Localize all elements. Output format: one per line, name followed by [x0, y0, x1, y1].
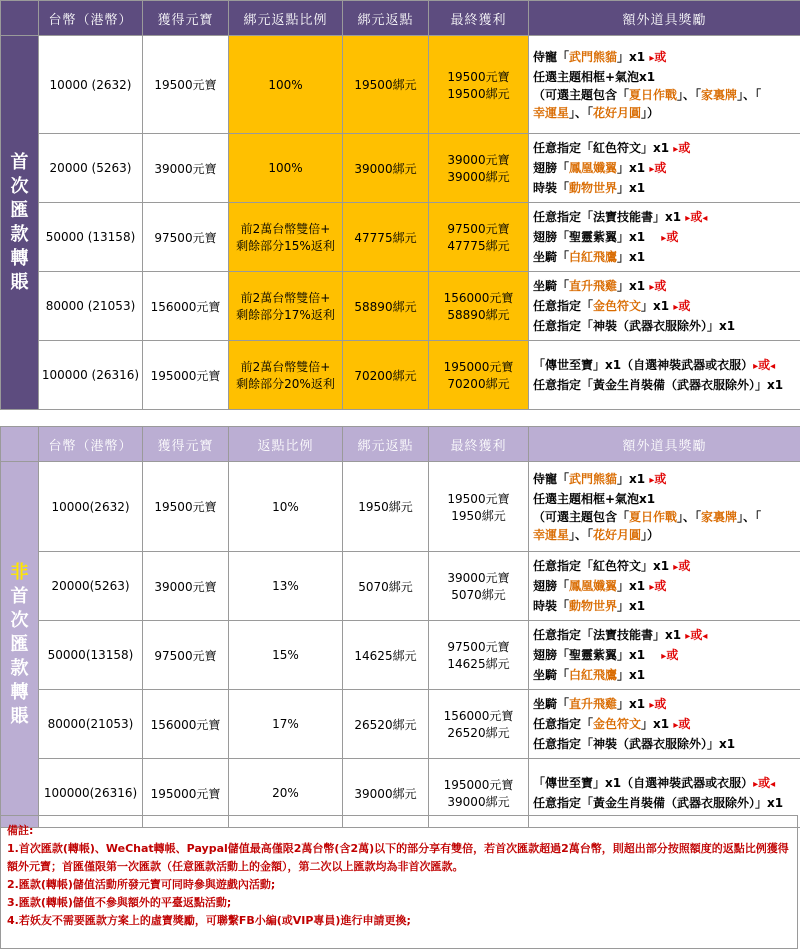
reward-text: 」x1: [617, 279, 650, 293]
side-char: 匯: [10, 199, 29, 221]
reward-item-name: 金色符文: [593, 299, 642, 313]
or-label: 或: [654, 579, 667, 593]
arrow-icon: ◂: [770, 361, 776, 372]
reward-text: 任意指定「黃金生肖裝備（武器衣服除外）」x1: [533, 378, 784, 392]
cell-ratio: [229, 203, 343, 272]
reward-line: [533, 104, 800, 122]
final-line: 14625綁元: [447, 657, 510, 671]
reward-line: [533, 508, 800, 526]
reward-text: 「傳世至寶」x1（自選神裝武器或衣服）: [533, 358, 754, 372]
cell-final: [429, 690, 529, 759]
cell-bind: 47775綁元: [343, 203, 429, 272]
reward-text: 任意指定「神裝（武器衣服除外）」x1: [533, 737, 736, 751]
reward-text: 任意指定「法寶技能書」x1: [533, 210, 686, 224]
arrow-icon: ▸: [685, 213, 691, 224]
header-ratio: 綁元返點比例: [229, 1, 343, 36]
final-line: 47775綁元: [447, 239, 510, 253]
arrow-icon: ▸: [649, 52, 655, 64]
arrow-icon: ▸: [685, 631, 691, 642]
reward-item-name: 動物世界: [569, 599, 618, 613]
reward-text: 」、「: [677, 87, 702, 102]
cell-yuanbao: 19500元寶: [143, 462, 229, 552]
or-label: 或: [678, 717, 691, 731]
table-row: [1, 134, 800, 203]
section-gap: [0, 410, 800, 426]
ratio-line: 17%: [272, 717, 299, 731]
reward-text: 」x1: [617, 49, 650, 64]
final-line: 39000綁元: [447, 795, 510, 809]
reward-item-name: 金色符文: [593, 717, 642, 731]
cell-final: [429, 272, 529, 341]
table-row: [1, 203, 800, 272]
reward-text: 」x1: [641, 717, 674, 731]
ratio-line: 10%: [272, 499, 299, 514]
side-char: 非: [10, 561, 29, 583]
reward-item-name: 鳳凰孅翼: [569, 579, 618, 593]
reward-item-name: 家裏牌: [701, 509, 738, 524]
reward-text: （可選主題包含「: [533, 509, 630, 524]
or-label: 或: [666, 230, 679, 244]
reward-text: 侍寵「: [533, 49, 570, 64]
or-label: 或: [690, 210, 703, 224]
cell-final: [429, 552, 529, 621]
cell-ratio: [229, 621, 343, 690]
reward-line: [533, 774, 800, 794]
header-rewards: 額外道具獎勵: [529, 427, 800, 462]
reward-line: [533, 208, 800, 228]
reward-text: 任意指定「: [533, 717, 594, 731]
reward-item-name: 花好月圓: [593, 105, 642, 120]
ratio-line: 剩餘部分20%返利: [236, 377, 335, 391]
final-line: 195000元寶: [443, 360, 514, 374]
or-label: 或: [654, 471, 667, 486]
header-twd: 台幣（港幣）: [39, 427, 143, 462]
arrow-icon: ▸: [673, 562, 679, 573]
reward-line: [533, 470, 800, 490]
reward-line: [533, 139, 800, 159]
cell-twd: 20000 (5263): [39, 134, 143, 203]
reward-text: 任意指定「: [533, 299, 594, 313]
note-item-2: 2.匯款(轉帳)儲值活動所發元寶可同時參與遊戲內活動;: [7, 878, 276, 891]
reward-text: 坐騎「: [533, 697, 570, 711]
reward-line: [533, 626, 800, 646]
reward-text: 坐騎「: [533, 250, 570, 264]
table-row: [1, 462, 800, 552]
reward-item-name: 鳳凰孅翼: [569, 161, 618, 175]
reward-line: [533, 376, 800, 394]
reward-line: [533, 646, 800, 666]
final-line: 97500元寶: [447, 640, 510, 654]
cell-yuanbao: 97500元寶: [143, 621, 229, 690]
reward-text: （可選主題包含「: [533, 87, 630, 102]
cell-yuanbao: 39000元寶: [143, 134, 229, 203]
header-bind: 綁元返點: [343, 427, 429, 462]
reward-item-name: 白紅飛鷹: [569, 250, 618, 264]
reward-line: [533, 526, 800, 544]
cell-bind: 58890綁元: [343, 272, 429, 341]
final-line: 156000元寶: [443, 709, 514, 723]
reward-text: 任意指定「紅色符文」x1: [533, 141, 674, 155]
cell-rewards: [529, 552, 800, 621]
table-row: [1, 341, 800, 410]
cell-yuanbao: 97500元寶: [143, 203, 229, 272]
header-bind: 綁元返點: [343, 1, 429, 36]
reward-text: 」x1: [617, 471, 650, 486]
header-yuanbao: 獲得元寶: [143, 1, 229, 36]
note-item-4: 4.若妖友不需要匯款方案上的虛寶獎勵，可聯繫FB小編(或VIP專員)進行申請更換;: [7, 914, 411, 927]
header-rewards: 額外道具獎勵: [529, 1, 800, 36]
cell-ratio: [229, 134, 343, 203]
arrow-icon: ◂: [702, 631, 708, 642]
header-final: 最終獲利: [429, 427, 529, 462]
table-row: [1, 621, 800, 690]
reward-line: [533, 248, 800, 266]
reward-item-name: 動物世界: [569, 181, 618, 195]
cell-yuanbao: 195000元寶: [143, 341, 229, 410]
cell-twd: 100000 (26316): [39, 341, 143, 410]
arrow-icon: ▸: [673, 720, 679, 731]
side-char: 賬: [10, 271, 29, 293]
cell-bind: 39000綁元: [343, 759, 429, 828]
final-line: 39000元寶: [447, 153, 510, 167]
cell-yuanbao: 39000元寶: [143, 552, 229, 621]
arrow-icon: ▸: [649, 700, 655, 711]
final-line: 1950綁元: [451, 508, 506, 523]
note-item-1: 1.首次匯款(轉帳)、WeChat轉帳、Paypal儲值最高僅限2萬台幣(含2萬)以下的部分享有雙倍，若首次匯款超過2萬台幣，則超出部分按照額度的返點比例獲得額外元寶；首匯僅限第一次匯款（任意匯款活動上的金額），第二次以上匯款均為非首次匯款。: [7, 842, 789, 873]
section-side-label: [1, 462, 39, 828]
cell-twd: 100000(26316): [39, 759, 143, 828]
arrow-icon: ▸: [649, 582, 655, 593]
header-yuanbao: 獲得元寶: [143, 427, 229, 462]
reward-text: 」x1: [617, 599, 646, 613]
reward-text: 」）: [641, 105, 660, 120]
reward-item-name: 武門熊貓: [569, 471, 618, 486]
cell-ratio: [229, 341, 343, 410]
cell-rewards: [529, 462, 800, 552]
ratio-line: 15%: [272, 648, 299, 662]
side-label-text: [1, 561, 38, 729]
reward-text: 」x1: [617, 181, 646, 195]
reward-item-name: 直升飛雞: [569, 697, 618, 711]
ratio-line: 剩餘部分17%返利: [236, 308, 335, 322]
cell-ratio: [229, 272, 343, 341]
reward-text: 坐騎「: [533, 668, 570, 682]
side-char: 首: [10, 151, 29, 173]
arrow-icon: ▸: [649, 474, 655, 486]
reward-line: [533, 68, 800, 86]
or-label: 或: [666, 648, 679, 662]
ratio-line: 前2萬台幣雙倍+: [240, 222, 331, 236]
cell-twd: 20000(5263): [39, 552, 143, 621]
reward-item-name: 白紅飛鷹: [569, 668, 618, 682]
reward-item-name: 武門熊貓: [569, 49, 618, 64]
reward-text: 任意指定「法寶技能書」x1: [533, 628, 686, 642]
side-char: 轉: [10, 247, 29, 269]
cell-yuanbao: 195000元寶: [143, 759, 229, 828]
reward-text: 任意指定「紅色符文」x1: [533, 559, 674, 573]
reward-item-name: 花好月圓: [593, 527, 642, 542]
arrow-icon: ▸: [661, 233, 667, 244]
cell-bind: 14625綁元: [343, 621, 429, 690]
arrow-icon: ▸: [673, 302, 679, 313]
cell-rewards: [529, 621, 800, 690]
reward-text: 任意指定「神裝（武器衣服除外）」x1: [533, 319, 736, 333]
side-char: 款: [10, 223, 29, 245]
reward-line: [533, 577, 800, 597]
reward-line: [533, 356, 800, 376]
cell-twd: 50000(13158): [39, 621, 143, 690]
cell-final: [429, 462, 529, 552]
final-line: 39000綁元: [447, 170, 510, 184]
cell-rewards: [529, 134, 800, 203]
cell-yuanbao: 156000元寶: [143, 272, 229, 341]
reward-text: 」、「: [569, 105, 594, 120]
or-label: 或: [678, 559, 691, 573]
reward-text: 」、「: [677, 509, 702, 524]
first-remittance-table: [0, 0, 800, 410]
or-label: 或: [678, 141, 691, 155]
reward-line: [533, 86, 800, 104]
reward-text: 」）: [641, 527, 660, 542]
reward-line: [533, 794, 800, 812]
arrow-icon: ▸: [753, 361, 759, 372]
reward-item-name: 幸運星: [533, 105, 570, 120]
side-char: 首: [10, 585, 29, 607]
reward-text: 」、「: [737, 509, 762, 524]
cell-bind: 1950綁元: [343, 462, 429, 552]
header-corner: [1, 427, 39, 462]
reward-text: 」x1: [617, 579, 650, 593]
reward-item-name: 家裏牌: [701, 87, 738, 102]
final-line: 26520綁元: [447, 726, 510, 740]
reward-item-name: 幸運星: [533, 527, 570, 542]
table-row: [1, 272, 800, 341]
reward-text: 」x1: [617, 697, 650, 711]
reward-line: [533, 597, 800, 615]
arrow-icon: ▸: [661, 651, 667, 662]
reward-text: 時裝「: [533, 599, 570, 613]
reward-line: [533, 735, 800, 753]
arrow-icon: ▸: [649, 164, 655, 175]
final-line: 39000元寶: [447, 571, 510, 585]
cell-twd: 10000 (2632): [39, 36, 143, 134]
final-line: 195000元寶: [443, 778, 514, 792]
reward-text: 任選主題相框+氣泡x1: [533, 69, 656, 84]
non-first-remittance-table: [0, 426, 800, 828]
header-corner: [1, 1, 39, 36]
reward-item-name: 夏日作戰: [629, 509, 678, 524]
final-line: 5070綁元: [451, 588, 506, 602]
reward-text: 時裝「: [533, 181, 570, 195]
reward-line: [533, 48, 800, 68]
reward-text: 」、「: [569, 527, 594, 542]
reward-line: [533, 695, 800, 715]
notes-box: [0, 815, 798, 949]
ratio-line: 100%: [268, 161, 303, 175]
final-line: 70200綁元: [447, 377, 510, 391]
final-line: 58890綁元: [447, 308, 510, 322]
cell-twd: 50000 (13158): [39, 203, 143, 272]
reward-text: 坐騎「: [533, 279, 570, 293]
arrow-icon: ▸: [649, 282, 655, 293]
side-char: 款: [10, 657, 29, 679]
or-label: 或: [654, 161, 667, 175]
reward-item-name: 夏日作戰: [629, 87, 678, 102]
header-final: 最終獲利: [429, 1, 529, 36]
or-label: 或: [678, 299, 691, 313]
ratio-line: 13%: [272, 579, 299, 593]
reward-text: 」、「: [737, 87, 762, 102]
side-char: 匯: [10, 633, 29, 655]
reward-line: [533, 277, 800, 297]
cell-rewards: [529, 203, 800, 272]
cell-twd: 80000(21053): [39, 690, 143, 759]
side-label-text: [1, 151, 38, 295]
side-char: 轉: [10, 681, 29, 703]
cell-rewards: [529, 690, 800, 759]
reward-text: 」x1: [641, 299, 674, 313]
cell-final: [429, 134, 529, 203]
arrow-icon: ◂: [770, 779, 776, 790]
reward-text: 侍寵「: [533, 471, 570, 486]
final-line: 19500綁元: [447, 86, 510, 101]
cell-bind: 39000綁元: [343, 134, 429, 203]
cell-rewards: [529, 272, 800, 341]
or-label: 或: [690, 628, 703, 642]
cell-rewards: [529, 36, 800, 134]
reward-item-name: 直升飛雞: [569, 279, 618, 293]
reward-line: [533, 715, 800, 735]
or-label: 或: [758, 776, 771, 790]
reward-text: 翅膀「聖靈紫翼」x1: [533, 648, 662, 662]
table-row: [1, 552, 800, 621]
notes-title: 備註:: [7, 824, 34, 837]
cell-twd: 10000(2632): [39, 462, 143, 552]
reward-text: 翅膀「: [533, 579, 570, 593]
table-header-row: [1, 427, 800, 462]
cell-rewards: [529, 341, 800, 410]
header-twd: 台幣（港幣）: [39, 1, 143, 36]
reward-text: 翅膀「: [533, 161, 570, 175]
reward-line: [533, 159, 800, 179]
cell-bind: 70200綁元: [343, 341, 429, 410]
cell-yuanbao: 156000元寶: [143, 690, 229, 759]
final-line: 156000元寶: [443, 291, 514, 305]
ratio-line: 20%: [272, 786, 299, 800]
note-item-3: 3.匯款(轉帳)儲值不參與額外的平臺返點活動;: [7, 896, 232, 909]
ratio-line: 前2萬台幣雙倍+: [240, 291, 331, 305]
reward-text: 」x1: [617, 250, 646, 264]
cell-final: [429, 203, 529, 272]
reward-line: [533, 490, 800, 508]
cell-final: [429, 36, 529, 134]
ratio-line: 前2萬台幣雙倍+: [240, 360, 331, 374]
reward-line: [533, 297, 800, 317]
reward-line: [533, 666, 800, 684]
reward-line: [533, 557, 800, 577]
final-line: 19500元寶: [447, 69, 510, 84]
table-row: [1, 36, 800, 134]
table-row: [1, 690, 800, 759]
cell-ratio: [229, 36, 343, 134]
side-char: 次: [10, 175, 29, 197]
cell-final: [429, 341, 529, 410]
arrow-icon: ▸: [753, 779, 759, 790]
or-label: 或: [654, 49, 667, 64]
cell-twd: 80000 (21053): [39, 272, 143, 341]
or-label: 或: [654, 697, 667, 711]
ratio-line: 100%: [268, 77, 303, 92]
reward-text: 任選主題相框+氣泡x1: [533, 491, 656, 506]
cell-yuanbao: 19500元寶: [143, 36, 229, 134]
reward-text: 任意指定「黃金生肖裝備（武器衣服除外）」x1: [533, 796, 784, 810]
reward-line: [533, 317, 800, 335]
or-label: 或: [654, 279, 667, 293]
or-label: 或: [758, 358, 771, 372]
reward-text: 翅膀「聖靈紫翼」x1: [533, 230, 662, 244]
cell-bind: 5070綁元: [343, 552, 429, 621]
cell-ratio: [229, 462, 343, 552]
table-header-row: [1, 1, 800, 36]
final-line: 97500元寶: [447, 222, 510, 236]
arrow-icon: ▸: [673, 144, 679, 155]
reward-text: 「傳世至寶」x1（自選神裝武器或衣服）: [533, 776, 754, 790]
side-char: 次: [10, 609, 29, 631]
reward-line: [533, 228, 800, 248]
section-side-label: [1, 36, 39, 410]
arrow-icon: ◂: [702, 213, 708, 224]
final-line: 19500元寶: [447, 491, 510, 506]
reward-text: 」x1: [617, 668, 646, 682]
cell-ratio: [229, 690, 343, 759]
ratio-line: 剩餘部分15%返利: [236, 239, 335, 253]
cell-ratio: [229, 552, 343, 621]
cell-final: [429, 621, 529, 690]
cell-bind: 26520綁元: [343, 690, 429, 759]
reward-line: [533, 179, 800, 197]
side-char: 賬: [10, 705, 29, 727]
header-ratio: 返點比例: [229, 427, 343, 462]
reward-text: 」x1: [617, 161, 650, 175]
cell-bind: 19500綁元: [343, 36, 429, 134]
